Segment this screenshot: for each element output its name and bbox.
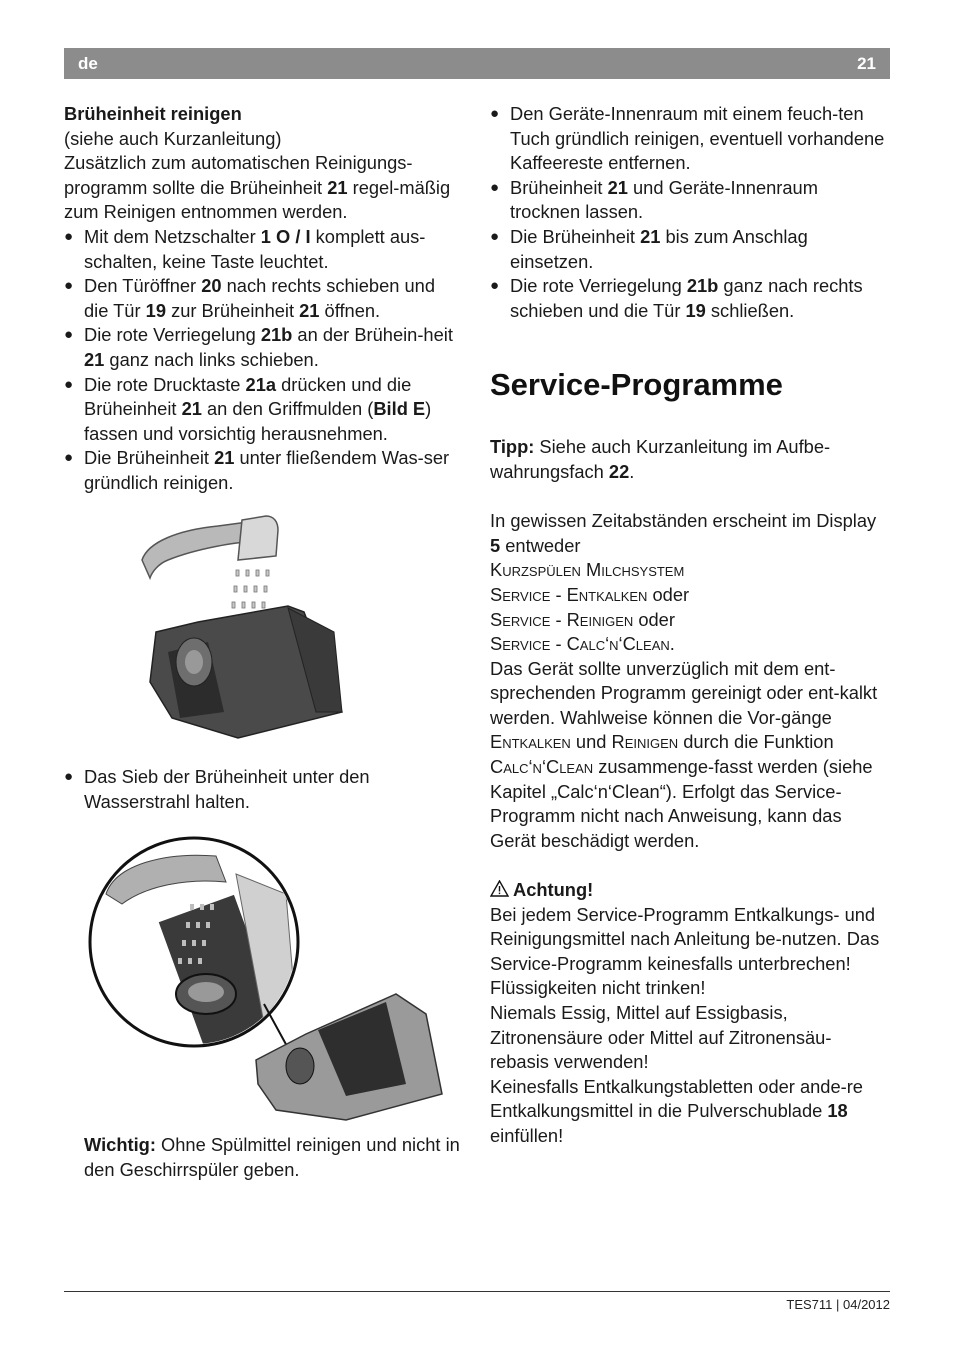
page-number: 21 xyxy=(857,54,876,73)
left-column xyxy=(64,102,464,496)
tip-paragraph: Tipp: Siehe auch Kurzanleitung im Aufbe-wahrungsfach 22. xyxy=(490,436,831,482)
display-message-2: Service - Entkalken oder xyxy=(490,583,690,605)
warning-text-2: Flüssigkeiten nicht trinken! xyxy=(490,977,706,999)
sieve-closeup-illustration xyxy=(86,834,448,1124)
section-heading-bruheinheit: Brüheinheit reinigen xyxy=(64,103,242,124)
display-message-4: Service - Calc‘n‘Clean. xyxy=(490,633,675,655)
cleaning-steps-list xyxy=(64,225,464,496)
list-item: ● Die rote Drucktaste 21a drücken und die Brüheinheit 21 an den Griffmulden (Bild E) fassen und vorsichtig herausnehmen. xyxy=(64,373,464,447)
list-item: ● Brüheinheit 21 und Geräte-Innenraum trocknen lassen. xyxy=(490,176,890,225)
warning-text-4: Keinesfalls Entkalkungstabletten oder ande-re Entkalkungsmittel in die Pulverschublade 18 einfüllen! xyxy=(490,1075,863,1146)
language-code: de xyxy=(78,54,98,73)
rinse-sieve-step xyxy=(64,765,464,814)
intro-paragraph: Zusätzlich zum automatischen Reinigungs-programm sollte die Brüheinheit 21 regel-mäßig zum Reinigen entnommen werden. xyxy=(64,152,451,223)
section-title-service-programme: Service-Programme xyxy=(490,367,783,403)
important-note: Wichtig: Ohne Spülmittel reinigen und nicht in den Geschirrspüler geben. xyxy=(84,1134,460,1180)
list-item: ● Die rote Verriegelung 21b ganz nach rechts schieben und die Tür 19 schließen. xyxy=(490,274,890,323)
header-bar xyxy=(64,48,890,79)
display-message-1: Kurzspülen Milchsystem xyxy=(490,559,685,581)
list-item: ● Den Geräte-Innenraum mit einem feuch-ten Tuch gründlich reinigen, eventuell vorhandene Kaffeereste entfernen. xyxy=(490,102,890,176)
important-label: Wichtig: xyxy=(84,1134,156,1155)
right-column xyxy=(490,102,890,1149)
display-message-3: Service - Reinigen oder xyxy=(490,608,675,630)
service-explanation: Das Gerät sollte unverzüglich mit dem ent-sprechenden Programm gereinigt oder ent-kalkt werden. Wahlweise können die Vor-gänge Entkalken und Reinigen durch die Funktion Calc‘n‘Clean zusammenge-fasst werden (siehe Kapitel „Calc‘n‘Clean“). Erfolgt das Service-Programm nicht nach Anweisung, kann das Gerät beschädigt werden. xyxy=(490,657,878,851)
warning-text-1: Bei jedem Service-Programm Entkalkungs- und Reinigungsmittel nach Anleitung be-nutzen. Das Service-Programm keinesfalls unterbrechen! xyxy=(490,903,880,974)
rinse-steps-list xyxy=(64,765,464,814)
list-item: ● Die Brüheinheit 21 bis zum Anschlag einsetzen. xyxy=(490,225,890,274)
display-intro: In gewissen Zeitabständen erscheint im Display 5 entweder xyxy=(490,510,877,556)
list-item: ● Die Brüheinheit 21 unter fließendem Was-ser gründlich reinigen. xyxy=(64,446,464,495)
footer-rule xyxy=(64,1291,890,1292)
list-item: ● Mit dem Netzschalter 1 O / I komplett aus-schalten, keine Taste leuchtet. xyxy=(64,225,464,274)
reinstall-steps-list xyxy=(490,102,890,323)
brewing-unit-rinse-illustration xyxy=(138,512,344,742)
warning-triangle-icon xyxy=(490,880,509,897)
footer-model-date: TES711 | 04/2012 xyxy=(786,1297,890,1312)
warning-text-3: Niemals Essig, Mittel auf Essigbasis, Zitronensäure oder Mittel auf Zitronensäu-rebasis verwenden! xyxy=(490,1002,832,1073)
warning-heading: Achtung! xyxy=(490,878,890,903)
list-item: ● Den Türöffner 20 nach rechts schieben und die Tür 19 zur Brüheinheit 21 öffnen. xyxy=(64,274,464,323)
list-item: ● Das Sieb der Brüheinheit unter den Wasserstrahl halten. xyxy=(64,765,464,814)
list-item: ● Die rote Verriegelung 21b an der Brühein-heit 21 ganz nach links schieben. xyxy=(64,323,464,372)
subheading-note: (siehe auch Kurzanleitung) xyxy=(64,127,282,149)
